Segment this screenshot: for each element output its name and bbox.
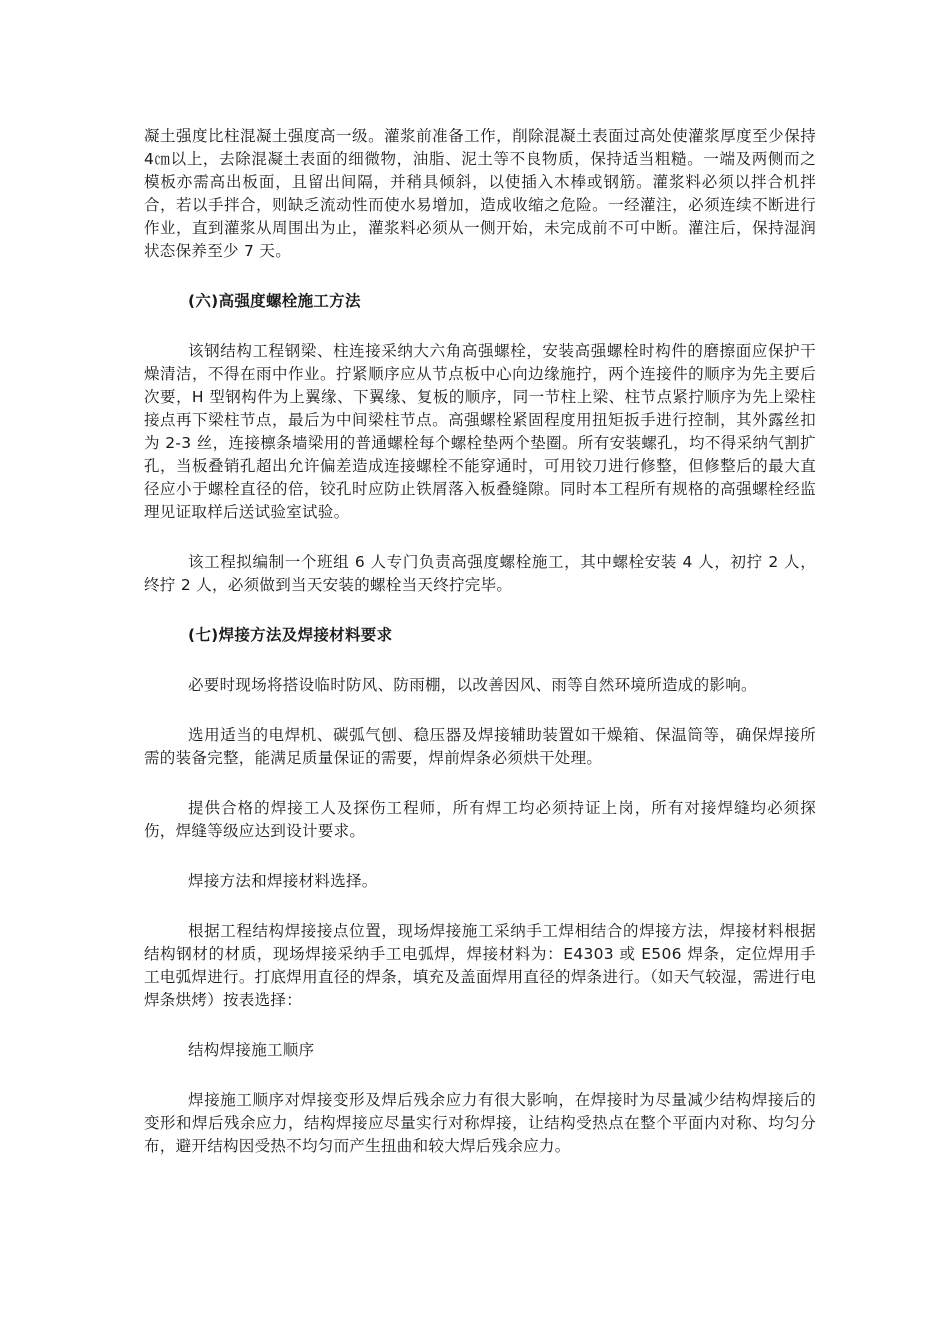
paragraph-welding-sequence: 焊接施工顺序对焊接变形及焊后残余应力有很大影响，在焊接时为尽量减少结构焊接后的变形和焊后残余应力，结构焊接应尽量实行对称焊接，让结构受热点在整个平面内对称、均匀分布，避开结构因受热不均匀而产生扭曲和较大焊后残余应力。 [144, 1091, 816, 1155]
document-body [144, 125, 816, 1158]
paragraph-wind-shelter: 必要时现场将搭设临时防风、防雨棚，以改善因风、雨等自然环境所造成的影响。 [188, 676, 757, 694]
paragraph-welders: 提供合格的焊接工人及探伤工程师，所有焊工均必须持证上岗，所有对接焊缝均必须探伤，焊缝等级应达到设计要求。 [144, 799, 816, 840]
paragraph-method-selection: 焊接方法和焊接材料选择。 [188, 872, 378, 890]
paragraph-equipment: 选用适当的电焊机、碳弧气刨、稳压器及焊接辅助装置如干燥箱、保温筒等，确保焊接所需的装备完整，能满足质量保证的需要，焊前焊条必须烘干处理。 [144, 726, 816, 767]
paragraph-bolt-team: 该工程拟编制一个班组 6 人专门负责高强度螺栓施工，其中螺栓安装 4 人，初拧 2 人，终拧 2 人，必须做到当天安装的螺栓当天终拧完毕。 [144, 553, 816, 594]
paragraph-sequence-title: 结构焊接施工顺序 [188, 1041, 315, 1059]
paragraph-grout-continuation: 凝土强度比柱混凝土强度高一级。灌浆前准备工作，削除混凝土表面过高处使灌浆厚度至少保持 4㎝以上，去除混凝土表面的细微物，油脂、泥土等不良物质，保持适当粗糙。一端及两侧而之模板亦需高出板面，且留出间隔，并稍具倾斜，以使插入木棒或钢筋。灌浆料必须以拌合机拌合，若以手拌合，则缺乏流动性而使水易增加，造成收缩之危险。一经灌注，必须连续不断进行作业，直到灌浆从周围出为止，灌浆料必须从一侧开始，未完成前不可中断。灌注后，保持湿润状态保养至少 7 天。 [144, 127, 816, 260]
paragraph-welding-materials: 根据工程结构焊接接点位置，现场焊接施工采纳手工焊相结合的焊接方法，焊接材料根据结构钢材的材质，现场焊接采纳手工电弧焊，焊接材料为：E4303 或 E506 焊条，定位焊用手工电弧焊进行。打底焊用直径的焊条，填充及盖面焊用直径的焊条进行。（如天气较湿，需进行电焊条烘烤）按表选择： [144, 922, 816, 1009]
section-heading-welding: (七)焊接方法及焊接材料要求 [188, 626, 393, 644]
section-heading-bolts: (六)高强度螺栓施工方法 [188, 292, 361, 310]
paragraph-bolt-method: 该钢结构工程钢梁、柱连接采纳大六角高强螺栓，安装高强螺栓时构件的磨擦面应保护干燥清洁，不得在雨中作业。拧紧顺序应从节点板中心向边缘施拧，两个连接件的顺序为先主要后次要，H 型钢构件为上翼缘、下翼缘、复板的顺序，同一节柱上梁、柱节点紧拧顺序为先上梁柱接点再下梁柱节点，最后为中间梁柱节点。高强螺栓紧固程度用扭矩扳手进行控制，其外露丝扣为 2-3 丝，连接檩条墙梁用的普通螺栓每个螺栓垫两个垫圈。所有安装螺孔，均不得采纳气割扩孔，当板叠销孔超出允许偏差造成连接螺栓不能穿通时，可用铰刀进行修整，但修整后的最大直径应小于螺栓直径的倍，铰孔时应防止铁屑落入板叠缝隙。同时本工程所有规格的高强螺栓经监理见证取样后送试验室试验。 [144, 342, 816, 521]
